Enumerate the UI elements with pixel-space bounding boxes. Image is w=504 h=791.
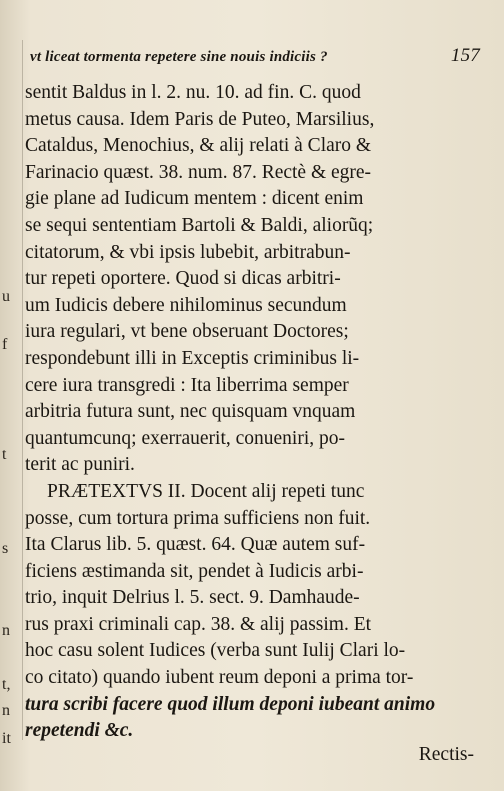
text-line: quantumcunq; exerrauerit, conueniri, po-: [25, 427, 346, 449]
text-line: tur repeti oportere. Quod si dicas arbitri-: [25, 268, 341, 290]
text-line: hoc casu solent Iudices (verba sunt Iulij Clari lo-: [25, 640, 406, 662]
gutter-line: [22, 40, 23, 740]
text-line: um Iudicis debere nihilominus secundum: [25, 294, 347, 316]
text-line: cere iura transgredi : Ita liberrima semper: [25, 374, 349, 396]
margin-mark: n: [2, 622, 10, 639]
text-line: metus causa. Idem Paris de Puteo, Marsilius,: [25, 108, 375, 130]
page-number: 157: [450, 45, 480, 66]
margin-mark: it: [2, 730, 11, 747]
text-line: sentit Baldus in l. 2. nu. 10. ad fin. C. quod: [25, 82, 361, 103]
text-line: gie plane ad Iudicum mentem : dicent enim: [25, 188, 364, 210]
margin-mark: s: [2, 540, 9, 557]
text-line: trio, inquit Delrius l. 5. sect. 9. Damhaude-: [25, 587, 360, 609]
margin-mark: t,: [2, 676, 11, 693]
body-text: [25, 80, 480, 745]
text-line: rus praxi criminali cap. 38. & alij passim. Et: [25, 613, 372, 635]
catchword: Rectis-: [418, 744, 474, 765]
text-line: respondebunt illi in Exceptis criminibus li-: [25, 347, 360, 369]
text-line: Farinacio quæst. 38. num. 87. Rectè & egre-: [25, 161, 372, 183]
text-line: ficiens æstimanda sit, pendet à Iudicis arbi-: [25, 560, 364, 582]
margin-mark: n: [2, 702, 10, 719]
text-line: terit ac puniri.: [25, 454, 135, 476]
margin-mark: f: [2, 336, 8, 353]
text-line: citatorum, & vbi ipsis lubebit, arbitrabun-: [25, 241, 351, 263]
running-header: [30, 45, 480, 71]
margin-marks: [0, 0, 22, 791]
text-line: Cataldus, Menochius, & alij relati à Claro &: [25, 135, 372, 157]
running-title: vt liceat tormenta repetere sine nouis indiciis ?: [30, 49, 328, 65]
text-line: arbitria futura sunt, nec quisquam vnquam: [25, 401, 356, 423]
text-line: co citato) quando iubent reum deponi a prima tor-: [25, 667, 414, 689]
italic-text-line: tura scribi facere quod illum deponi iubeant animo: [25, 693, 436, 715]
text-line: iura regulari, vt bene obseruant Doctores;: [25, 321, 349, 343]
text-line: Ita Clarus lib. 5. quæst. 64. Quæ autem suf-: [25, 534, 366, 556]
italic-text-line: repetendi &c.: [25, 720, 134, 742]
margin-mark: u: [2, 288, 10, 305]
text-line: se sequi sententiam Bartoli & Baldi, aliorũq;: [25, 214, 374, 236]
text-line: posse, cum tortura prima sufficiens non fuit.: [25, 507, 371, 529]
paragraph-start-line: PRÆTEXTVS II. Docent alij repeti tunc: [47, 480, 365, 502]
margin-mark: t: [2, 446, 7, 463]
